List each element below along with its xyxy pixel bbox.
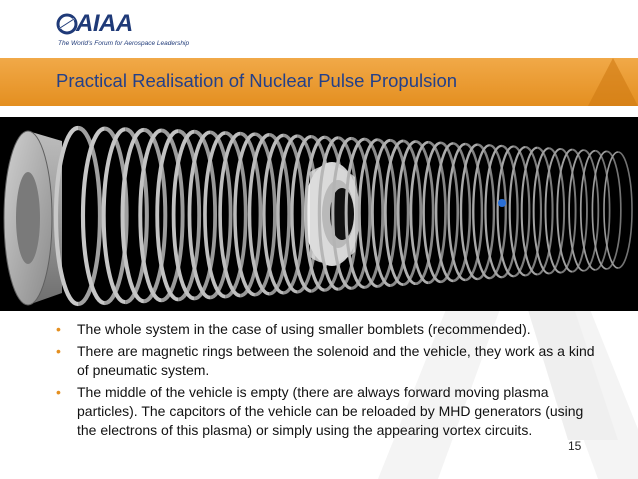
bullet-marker: • — [56, 343, 61, 359]
bullet-list — [56, 320, 596, 443]
page-number: 15 — [568, 439, 582, 453]
bullet-text: The whole system in the case of using smaller bomblets (recommended). — [77, 321, 531, 337]
bullet-marker: • — [56, 384, 61, 400]
solenoid-cylinder — [4, 131, 62, 305]
aiaa-logo-icon — [56, 13, 78, 35]
aiaa-logo — [58, 10, 188, 54]
logo-tagline: The World's Forum for Aerospace Leadership — [58, 40, 190, 47]
logo-wordmark: AIAA — [76, 10, 133, 37]
slide-title: Practical Realisation of Nuclear Pulse Propulsion — [56, 70, 458, 91]
rings-illustration — [0, 117, 638, 311]
orange-arrow-icon — [568, 58, 638, 106]
bullet-item — [56, 342, 596, 380]
bullet-item — [56, 383, 596, 440]
propulsion-rings-image — [0, 117, 638, 311]
bullet-text: The middle of the vehicle is empty (there are always forward moving plasma particles). The capcitors of the vehicle can be reloaded by MHD generators (using the electrons of this plasma) or simply using the appearing vortex circuits. — [77, 384, 584, 438]
plasma-marker — [498, 199, 506, 207]
bullet-marker: • — [56, 321, 61, 337]
bullet-text: There are magnetic rings between the solenoid and the vehicle, they work as a kind of pneumatic system. — [77, 343, 595, 378]
bullet-item — [56, 320, 596, 339]
